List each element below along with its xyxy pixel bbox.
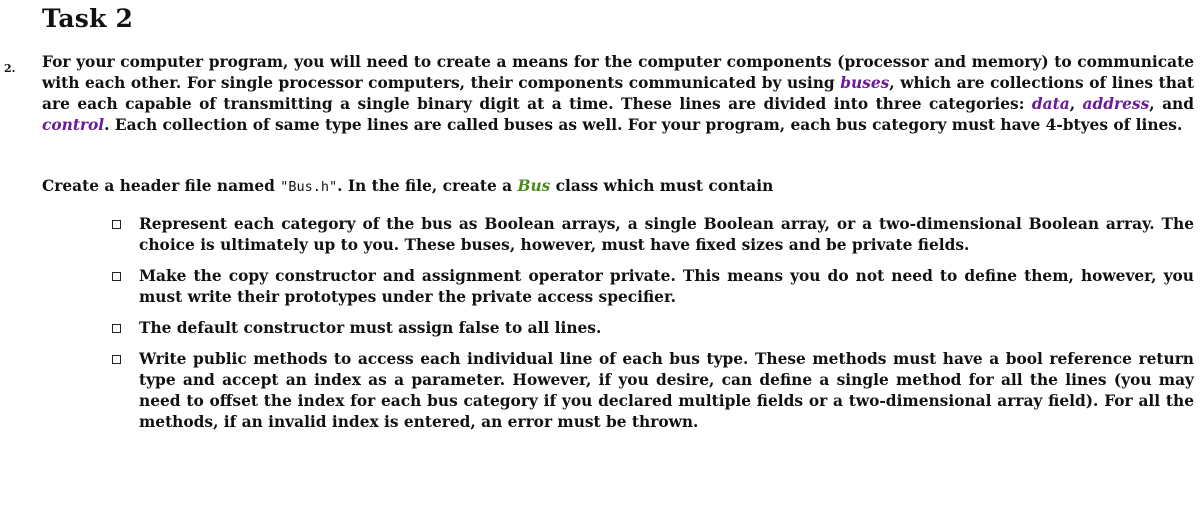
header-file-instruction	[42, 176, 1192, 198]
requirement-text: Represent each category of the bus as Boolean arrays, a single Boolean array, or a two-dimensional Boolean array. The choice is ultimately up to you. These buses, however, must have fixed sizes and be private fields.	[139, 215, 1194, 254]
requirement-item	[110, 266, 1194, 308]
paragraph-separator-1: ,	[1069, 95, 1083, 113]
checkbox-icon	[112, 220, 121, 229]
intro-text-part1: Create a header file named	[42, 177, 281, 195]
paragraph-text-part3: . Each collection of same type lines are called buses as well. For your program, each bus category must have 4-btyes of lines.	[104, 116, 1183, 134]
intro-text-part2: . In the file, create a	[337, 177, 518, 195]
paragraph-text-part2: , which are collections of lines that are each capable of transmitting a single binary digit at a time. These lines are divided into three categories:	[42, 74, 1194, 113]
paragraph-text-part1: For your computer program, you will need to create a means for the computer components (processor and memory) to communicate with each other. For single processor computers, their components communicated by using	[42, 53, 1194, 92]
term-address: address	[1082, 95, 1150, 113]
class-name-bus: Bus	[517, 177, 551, 195]
section-heading: Task 2	[42, 4, 134, 33]
item-number: 2.	[4, 62, 16, 75]
requirements-list	[110, 214, 1194, 443]
header-filename: "Bus.h"	[280, 179, 338, 195]
intro-text-part3: class which must contain	[550, 177, 774, 195]
checkbox-icon	[112, 324, 121, 333]
term-control: control	[42, 116, 105, 134]
term-buses: buses	[840, 74, 890, 92]
term-data: data	[1031, 95, 1070, 113]
requirement-item	[110, 318, 1194, 339]
requirement-item	[110, 349, 1194, 433]
paragraph-separator-2: , and	[1149, 95, 1194, 113]
requirement-item	[110, 214, 1194, 256]
checkbox-icon	[112, 272, 121, 281]
requirement-text: Write public methods to access each individual line of each bus type. These methods must have a bool reference return type and accept an index as a parameter. However, if you desire, can define a single method for all the lines (you may need to offset the index for each bus category if you declared multiple fields or a two-dimensional array field). For all the methods, if an invalid index is entered, an error must be thrown.	[139, 350, 1194, 431]
requirement-text: The default constructor must assign false to all lines.	[139, 319, 602, 337]
task-description-paragraph	[42, 52, 1194, 136]
checkbox-icon	[112, 355, 121, 364]
requirement-text: Make the copy constructor and assignment operator private. This means you do not need to define them, however, you must write their prototypes under the private access specifier.	[139, 267, 1194, 306]
